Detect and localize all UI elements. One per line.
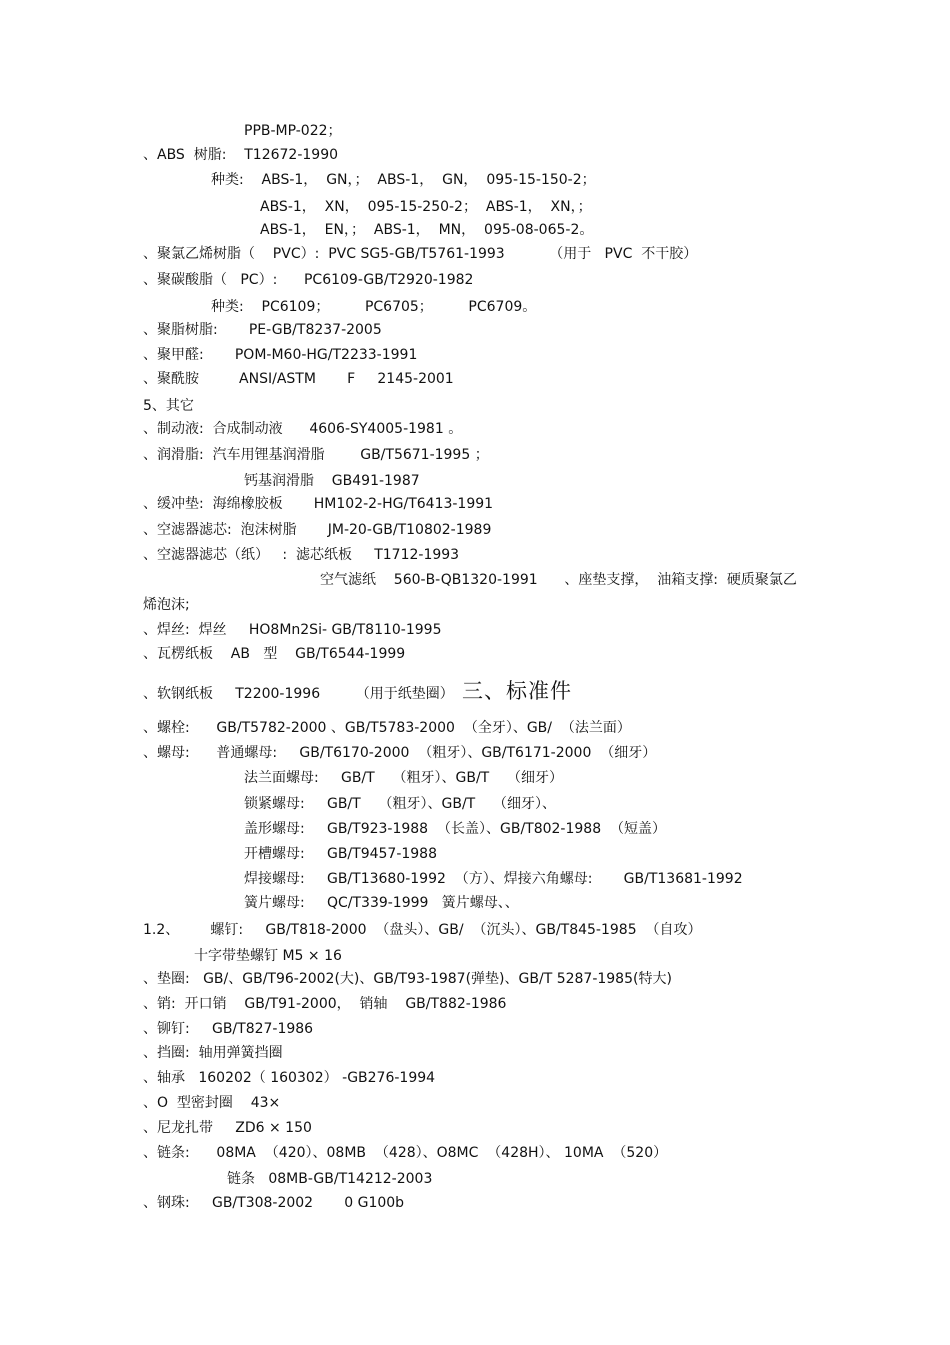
text-line: 烯泡沫; [143,597,190,613]
text-line: 、链条: 08MA （420）、08MB （428）、O8MC （428H）、 10MA （520） [143,1145,668,1161]
text-line: 、销: 开口销 GB/T91-2000， 销轴 GB/T882-1986 [143,996,507,1012]
text-line: 、润滑脂: 汽车用锂基润滑脂 GB/T5671-1995 ； [143,447,489,463]
text-line: 、聚酰胺 ANSI/ASTM F 2145-2001 [143,371,454,387]
text-line: 、螺母: 普通螺母: GB/T6170-2000 （粗牙）、GB/T6171-2000 （细牙） [143,745,657,761]
text-line: 锁紧螺母: GB/T （粗牙）、GB/T （细牙）、 [244,796,557,812]
text-line: 、软钢纸板 T2200-1996 （用于纸垫圈） [143,686,454,702]
text-line: 、螺栓: GB/T5782-2000 、GB/T5783-2000 （全牙）、GB/ （法兰面） [143,720,631,736]
text-line: 、挡圈: 轴用弹簧挡圈 [143,1045,283,1061]
text-line: 法兰面螺母: GB/T （粗牙）、GB/T （细牙） [244,770,564,786]
text-line: 簧片螺母: QC/T339-1999 簧片螺母、、 [244,895,519,911]
section-title: 5、其它 [143,398,194,414]
text-line: PPB-MP-022； [244,123,342,139]
section-heading: 三、标准件 [462,679,572,703]
text-line: 空气滤纸 560-B-QB1320-1991 、座垫支撑， 油箱支撑: 硬质聚氯乙 [320,572,797,588]
text-line: 、铆钉: GB/T827-1986 [143,1021,314,1037]
text-line: 链条 08MB-GB/T14212-2003 [227,1171,433,1187]
text-line: ABS-1， XN， 095-15-250-2； ABS-1， XN，； [260,199,592,215]
text-line: 、空滤器滤芯: 泡沫树脂 JM-20-GB/T10802-1989 [143,522,492,538]
text-line: 、轴承 160202（ 160302） -GB276-1994 [143,1070,436,1086]
text-line: 种类: ABS-1， GN，； ABS-1， GN， 095-15-150-2； [211,172,596,188]
text-line: 、尼龙扎带 ZD6 × 150 [143,1120,312,1136]
text-line: 、瓦楞纸板 AB 型 GB/T6544-1999 [143,646,406,662]
text-line: 、空滤器滤芯（纸） : 滤芯纸板 T1712-1993 [143,547,460,563]
text-line: 十字带垫螺钉 M5 × 16 [194,948,342,964]
text-line: 开槽螺母: GB/T9457-1988 [244,846,437,862]
text-line: ABS-1， EN，； ABS-1， MN， 095-08-065-2。 [260,222,594,238]
text-line: 、缓冲垫: 海绵橡胶板 HM102-2-HG/T6413-1991 [143,496,494,512]
text-line: 、O 型密封圈 43× [143,1095,281,1111]
text-line: 、制动液: 合成制动液 4606-SY4005-1981 。 [143,421,463,437]
text-line: 焊接螺母: GB/T13680-1992 （方）、焊接六角螺母: GB/T13681-1992 [244,871,743,887]
text-line: 盖形螺母: GB/T923-1988 （长盖）、GB/T802-1988 （短盖） [244,821,667,837]
text-line: 、聚甲醛: POM-M60-HG/T2233-1991 [143,347,418,363]
text-line: 、聚氯乙烯树脂（ PVC）: PVC SG5-GB/T5761-1993 （用于 PVC 不干胶） [143,246,698,262]
text-line: 、垫圈: GB/、GB/T96-2002(大)、GB/T93-1987(弹垫)、GB/T 5287-1985(特大) [143,971,672,987]
text-line: 、钢珠: GB/T308-2002 0 G100b [143,1195,405,1211]
text-line: 、焊丝: 焊丝 HO8Mn2Si- GB/T8110-1995 [143,622,442,638]
text-line: 种类: PC6109； PC6705； PC6709。 [211,299,537,315]
text-line: 钙基润滑脂 GB491-1987 [244,473,420,489]
text-line: 、ABS 树脂: T12672-1990 [143,147,339,163]
text-line: 、聚脂树脂: PE-GB/T8237-2005 [143,322,382,338]
text-line: 、聚碳酸脂（ PC）: PC6109-GB/T2920-1982 [143,272,474,288]
text-line: 1.2、 螺钉: GB/T818-2000 （盘头）、GB/ （沉头）、GB/T845-1985 （自攻） [143,922,702,938]
